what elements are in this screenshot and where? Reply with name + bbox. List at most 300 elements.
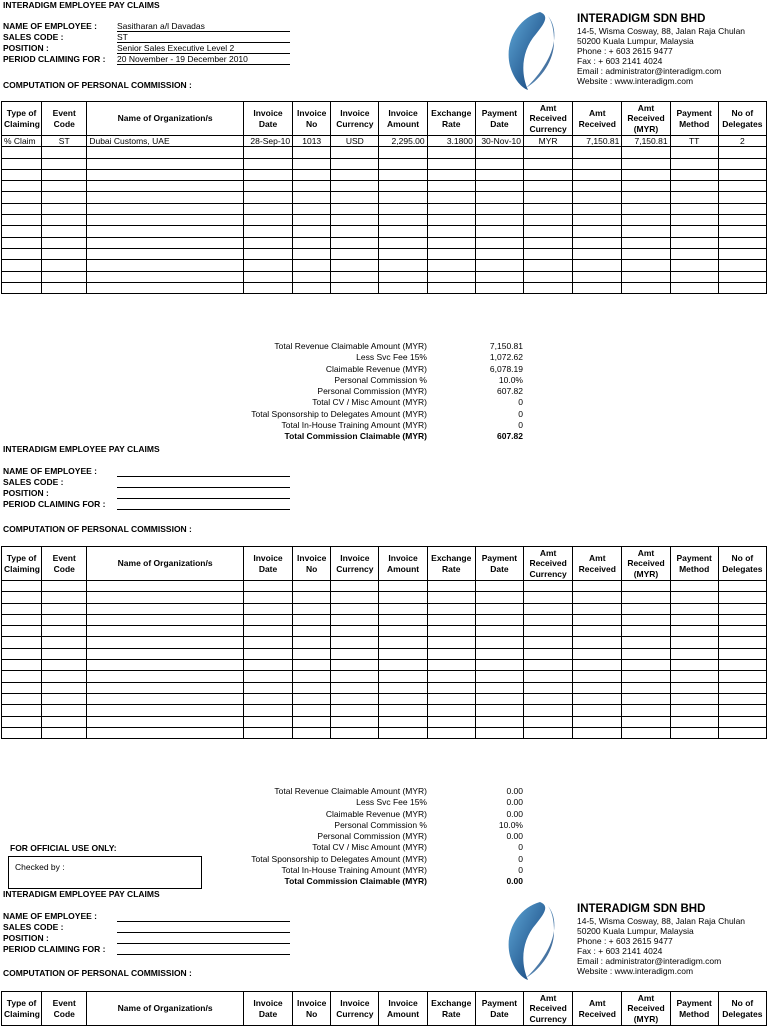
cell bbox=[243, 693, 292, 704]
summary-value: 10.0% bbox=[498, 819, 523, 830]
cell bbox=[243, 147, 292, 158]
cell bbox=[622, 637, 670, 648]
cell bbox=[42, 648, 87, 659]
cell bbox=[475, 682, 523, 693]
cell bbox=[622, 203, 670, 214]
summary-value: 0.00 bbox=[506, 808, 523, 819]
table-row bbox=[2, 671, 767, 682]
computation-title: COMPUTATION OF PERSONAL COMMISSION : bbox=[3, 524, 192, 534]
cell bbox=[670, 158, 718, 169]
cell: 7,150.81 bbox=[573, 136, 622, 147]
cell bbox=[2, 637, 42, 648]
cell bbox=[243, 226, 292, 237]
cell bbox=[427, 158, 475, 169]
cell bbox=[524, 237, 573, 248]
summary-1 bbox=[200, 341, 530, 443]
cell bbox=[573, 147, 622, 158]
cell bbox=[524, 192, 573, 203]
company-address-2: 50200 Kuala Lumpur, Malaysia bbox=[577, 926, 694, 936]
col-type: Type of Claiming bbox=[2, 102, 42, 136]
cell bbox=[2, 660, 42, 671]
cell bbox=[427, 271, 475, 282]
table-row bbox=[2, 581, 767, 592]
cell bbox=[293, 648, 331, 659]
summary-row bbox=[200, 876, 530, 887]
summary-row bbox=[200, 341, 530, 352]
cell bbox=[87, 682, 244, 693]
summary-value: 0.00 bbox=[506, 876, 523, 887]
cell bbox=[622, 226, 670, 237]
cell bbox=[573, 158, 622, 169]
col-event-code: Event Code bbox=[42, 102, 87, 136]
cell bbox=[718, 716, 766, 727]
cell bbox=[42, 226, 87, 237]
summary-label: Claimable Revenue (MYR) bbox=[325, 363, 427, 374]
col-header: Type of Claiming bbox=[2, 992, 42, 1026]
cell bbox=[475, 660, 523, 671]
cell bbox=[475, 260, 523, 271]
cell bbox=[243, 271, 292, 282]
cell bbox=[331, 169, 379, 180]
cell bbox=[2, 215, 42, 226]
cell bbox=[331, 147, 379, 158]
doc-title: INTERADIGM EMPLOYEE PAY CLAIMS bbox=[3, 889, 160, 899]
cell bbox=[293, 169, 331, 180]
summary-value: 0 bbox=[518, 408, 523, 419]
official-use-title: FOR OFFICIAL USE ONLY: bbox=[10, 843, 117, 853]
cell bbox=[573, 682, 622, 693]
summary-row bbox=[200, 431, 530, 442]
cell bbox=[293, 271, 331, 282]
company-phone: Phone : + 603 2615 9477 bbox=[577, 46, 673, 56]
company-fax: Fax : + 603 2141 4024 bbox=[577, 946, 663, 956]
cell bbox=[42, 181, 87, 192]
summary-value: 0 bbox=[518, 397, 523, 408]
cell bbox=[42, 192, 87, 203]
cell bbox=[331, 705, 379, 716]
cell bbox=[573, 716, 622, 727]
cell bbox=[42, 626, 87, 637]
summary-row bbox=[200, 409, 530, 420]
cell bbox=[2, 603, 42, 614]
cell bbox=[87, 727, 244, 738]
cell bbox=[573, 705, 622, 716]
cell bbox=[87, 203, 244, 214]
cell bbox=[379, 169, 427, 180]
col-header: Event Code bbox=[42, 992, 87, 1026]
table-row bbox=[2, 626, 767, 637]
cell bbox=[524, 581, 573, 592]
cell bbox=[524, 248, 573, 259]
cell bbox=[718, 147, 766, 158]
cell bbox=[718, 603, 766, 614]
cell bbox=[573, 271, 622, 282]
cell bbox=[243, 181, 292, 192]
cell: ST bbox=[42, 136, 87, 147]
cell bbox=[573, 637, 622, 648]
cell bbox=[87, 603, 244, 614]
cell bbox=[2, 271, 42, 282]
cell bbox=[379, 215, 427, 226]
claims-table-2 bbox=[1, 546, 767, 739]
cell bbox=[42, 215, 87, 226]
cell bbox=[293, 592, 331, 603]
summary-row bbox=[200, 797, 530, 808]
summary-label: Claimable Revenue (MYR) bbox=[325, 808, 427, 819]
summary-label: Total Revenue Claimable Amount (MYR) bbox=[274, 786, 427, 796]
summary-value: 607.82 bbox=[497, 386, 523, 397]
cell bbox=[87, 671, 244, 682]
table-row bbox=[2, 705, 767, 716]
summary-row bbox=[200, 820, 530, 831]
cell bbox=[293, 181, 331, 192]
cell bbox=[524, 603, 573, 614]
cell bbox=[293, 693, 331, 704]
col-header: Event Code bbox=[42, 547, 87, 581]
summary-label: Less Svc Fee 15% bbox=[356, 352, 427, 363]
cell bbox=[2, 727, 42, 738]
cell bbox=[670, 705, 718, 716]
cell bbox=[622, 592, 670, 603]
table-row bbox=[2, 260, 767, 271]
summary-row bbox=[200, 865, 530, 876]
cell bbox=[718, 581, 766, 592]
summary-row bbox=[200, 352, 530, 363]
position-blank bbox=[117, 933, 290, 944]
cell bbox=[524, 682, 573, 693]
cell bbox=[622, 271, 670, 282]
cell bbox=[42, 203, 87, 214]
name-label: NAME OF EMPLOYEE : bbox=[3, 466, 97, 476]
company-fax: Fax : + 603 2141 4024 bbox=[577, 56, 663, 66]
table-row bbox=[2, 282, 767, 293]
cell bbox=[42, 237, 87, 248]
cell bbox=[427, 592, 475, 603]
cell bbox=[475, 215, 523, 226]
table-row bbox=[2, 727, 767, 738]
cell bbox=[573, 727, 622, 738]
cell bbox=[2, 237, 42, 248]
summary-label: Personal Commission (MYR) bbox=[317, 386, 427, 397]
position-label: POSITION : bbox=[3, 933, 49, 943]
cell bbox=[243, 705, 292, 716]
cell bbox=[427, 671, 475, 682]
cell bbox=[293, 705, 331, 716]
cell bbox=[293, 215, 331, 226]
cell bbox=[2, 648, 42, 659]
cell bbox=[427, 260, 475, 271]
table-header-row bbox=[2, 992, 767, 1026]
company-info-2 bbox=[577, 902, 745, 976]
col-header: Amt Received bbox=[573, 992, 622, 1026]
cell bbox=[293, 203, 331, 214]
computation-title: COMPUTATION OF PERSONAL COMMISSION : bbox=[3, 968, 192, 978]
cell bbox=[573, 660, 622, 671]
cell bbox=[42, 271, 87, 282]
cell bbox=[331, 614, 379, 625]
cell bbox=[524, 693, 573, 704]
cell bbox=[475, 603, 523, 614]
cell bbox=[293, 147, 331, 158]
checked-by-box bbox=[8, 856, 202, 889]
cell bbox=[622, 215, 670, 226]
col-header: Payment Method bbox=[670, 547, 718, 581]
position-label: POSITION : bbox=[3, 43, 49, 53]
cell bbox=[427, 169, 475, 180]
col-header: Exchange Rate bbox=[427, 992, 475, 1026]
cell bbox=[2, 705, 42, 716]
employee-name-blank bbox=[117, 466, 290, 477]
summary-label: Total Commission Claimable (MYR) bbox=[284, 431, 427, 442]
cell bbox=[622, 614, 670, 625]
employee-name-blank bbox=[117, 911, 290, 922]
cell bbox=[718, 592, 766, 603]
cell bbox=[524, 203, 573, 214]
col-header: Amt Received (MYR) bbox=[622, 547, 670, 581]
doc-title: INTERADIGM EMPLOYEE PAY CLAIMS bbox=[3, 444, 160, 454]
sales-code-label: SALES CODE : bbox=[3, 32, 64, 42]
cell bbox=[42, 693, 87, 704]
summary-label: Total In-House Training Amount (MYR) bbox=[281, 420, 427, 431]
table-row bbox=[2, 169, 767, 180]
cell bbox=[243, 237, 292, 248]
cell bbox=[2, 147, 42, 158]
cell bbox=[427, 248, 475, 259]
summary-label: Less Svc Fee 15% bbox=[356, 797, 427, 808]
table-row bbox=[2, 226, 767, 237]
cell bbox=[718, 705, 766, 716]
cell bbox=[622, 626, 670, 637]
name-label: NAME OF EMPLOYEE : bbox=[3, 21, 97, 31]
cell bbox=[524, 169, 573, 180]
sales-code-blank bbox=[117, 922, 290, 933]
cell bbox=[573, 237, 622, 248]
cell bbox=[622, 671, 670, 682]
cell bbox=[42, 158, 87, 169]
cell bbox=[293, 158, 331, 169]
cell bbox=[87, 648, 244, 659]
summary-row bbox=[200, 809, 530, 820]
cell bbox=[524, 592, 573, 603]
col-header: Invoice Currency bbox=[331, 547, 379, 581]
cell bbox=[475, 626, 523, 637]
summary-value: 0.00 bbox=[506, 831, 523, 842]
period-blank bbox=[117, 944, 290, 955]
cell bbox=[243, 215, 292, 226]
cell bbox=[293, 282, 331, 293]
col-header: Invoice Amount bbox=[379, 992, 427, 1026]
cell bbox=[427, 693, 475, 704]
cell bbox=[331, 226, 379, 237]
summary-label: Personal Commission % bbox=[334, 819, 427, 830]
company-logo bbox=[500, 8, 560, 92]
cell bbox=[427, 637, 475, 648]
cell bbox=[331, 282, 379, 293]
cell bbox=[331, 237, 379, 248]
cell bbox=[331, 682, 379, 693]
cell bbox=[42, 705, 87, 716]
table-row bbox=[2, 716, 767, 727]
cell bbox=[2, 716, 42, 727]
cell bbox=[718, 282, 766, 293]
cell bbox=[42, 637, 87, 648]
table-row bbox=[2, 648, 767, 659]
cell bbox=[2, 169, 42, 180]
table-header-row bbox=[2, 547, 767, 581]
cell bbox=[331, 626, 379, 637]
company-phone: Phone : + 603 2615 9477 bbox=[577, 936, 673, 946]
cell bbox=[243, 603, 292, 614]
cell bbox=[427, 192, 475, 203]
cell bbox=[243, 260, 292, 271]
cell bbox=[42, 282, 87, 293]
company-email: Email : administrator@interadigm.com bbox=[577, 956, 722, 966]
cell bbox=[622, 705, 670, 716]
cell bbox=[379, 248, 427, 259]
cell bbox=[42, 682, 87, 693]
cell bbox=[42, 592, 87, 603]
cell bbox=[379, 705, 427, 716]
cell bbox=[427, 727, 475, 738]
period-value: 20 November - 19 December 2010 bbox=[117, 54, 290, 65]
cell bbox=[87, 169, 244, 180]
col-amt-received: Amt Received bbox=[573, 102, 622, 136]
cell bbox=[42, 248, 87, 259]
cell bbox=[573, 226, 622, 237]
sales-code-blank bbox=[117, 477, 290, 488]
cell bbox=[475, 203, 523, 214]
cell bbox=[243, 614, 292, 625]
cell bbox=[87, 226, 244, 237]
cell bbox=[42, 603, 87, 614]
cell bbox=[670, 147, 718, 158]
cell bbox=[243, 581, 292, 592]
cell bbox=[573, 192, 622, 203]
cell bbox=[42, 660, 87, 671]
cell bbox=[622, 603, 670, 614]
company-name: INTERADIGM SDN BHD bbox=[577, 903, 706, 915]
cell bbox=[622, 282, 670, 293]
cell bbox=[2, 693, 42, 704]
sales-code-label: SALES CODE : bbox=[3, 922, 64, 932]
cell bbox=[293, 192, 331, 203]
position-value: Senior Sales Executive Level 2 bbox=[117, 43, 290, 54]
col-header: Invoice Amount bbox=[379, 547, 427, 581]
cell bbox=[475, 158, 523, 169]
cell bbox=[718, 260, 766, 271]
table-row bbox=[2, 271, 767, 282]
cell bbox=[670, 203, 718, 214]
cell: 30-Nov-10 bbox=[475, 136, 523, 147]
cell: TT bbox=[670, 136, 718, 147]
cell bbox=[718, 271, 766, 282]
col-header: Amt Received Currency bbox=[524, 992, 573, 1026]
cell bbox=[622, 727, 670, 738]
cell bbox=[331, 181, 379, 192]
company-info-1 bbox=[577, 12, 745, 86]
col-header: Name of Organization/s bbox=[87, 547, 244, 581]
cell bbox=[379, 671, 427, 682]
cell bbox=[573, 626, 622, 637]
cell bbox=[718, 248, 766, 259]
summary-label: Total In-House Training Amount (MYR) bbox=[281, 865, 427, 876]
cell bbox=[293, 682, 331, 693]
cell bbox=[427, 226, 475, 237]
table-row bbox=[2, 158, 767, 169]
table-row bbox=[2, 614, 767, 625]
col-header: Amt Received (MYR) bbox=[622, 992, 670, 1026]
cell bbox=[670, 693, 718, 704]
cell bbox=[573, 603, 622, 614]
table-row bbox=[2, 237, 767, 248]
summary-row bbox=[200, 420, 530, 431]
company-email: Email : administrator@interadigm.com bbox=[577, 66, 722, 76]
cell bbox=[379, 716, 427, 727]
cell bbox=[379, 592, 427, 603]
cell bbox=[293, 614, 331, 625]
cell bbox=[87, 637, 244, 648]
cell bbox=[2, 614, 42, 625]
cell bbox=[622, 158, 670, 169]
cell bbox=[475, 248, 523, 259]
col-header: No of Delegates bbox=[718, 992, 766, 1026]
cell bbox=[427, 282, 475, 293]
cell bbox=[42, 260, 87, 271]
col-payment-method: Payment Method bbox=[670, 102, 718, 136]
cell bbox=[670, 614, 718, 625]
cell bbox=[670, 271, 718, 282]
cell bbox=[670, 237, 718, 248]
col-header: Invoice Date bbox=[243, 992, 292, 1026]
cell bbox=[622, 682, 670, 693]
claims-table-1 bbox=[1, 101, 767, 294]
cell bbox=[670, 260, 718, 271]
cell bbox=[87, 237, 244, 248]
cell bbox=[670, 671, 718, 682]
cell bbox=[42, 614, 87, 625]
cell bbox=[622, 181, 670, 192]
cell bbox=[718, 203, 766, 214]
cell bbox=[379, 660, 427, 671]
cell bbox=[524, 215, 573, 226]
col-exchange-rate: Exchange Rate bbox=[427, 102, 475, 136]
cell bbox=[243, 158, 292, 169]
cell bbox=[42, 169, 87, 180]
cell bbox=[718, 169, 766, 180]
cell bbox=[243, 592, 292, 603]
col-header: Invoice No bbox=[293, 992, 331, 1026]
cell bbox=[573, 671, 622, 682]
cell bbox=[524, 648, 573, 659]
table-row bbox=[2, 147, 767, 158]
cell bbox=[475, 637, 523, 648]
cell bbox=[243, 682, 292, 693]
cell bbox=[573, 260, 622, 271]
summary-row bbox=[200, 364, 530, 375]
table-row bbox=[2, 136, 767, 147]
summary-label: Personal Commission % bbox=[334, 374, 427, 385]
cell bbox=[243, 637, 292, 648]
table-row bbox=[2, 637, 767, 648]
cell bbox=[379, 727, 427, 738]
cell bbox=[670, 592, 718, 603]
cell bbox=[2, 282, 42, 293]
cell bbox=[243, 248, 292, 259]
cell bbox=[293, 248, 331, 259]
cell bbox=[331, 660, 379, 671]
position-blank bbox=[117, 488, 290, 499]
cell bbox=[670, 660, 718, 671]
